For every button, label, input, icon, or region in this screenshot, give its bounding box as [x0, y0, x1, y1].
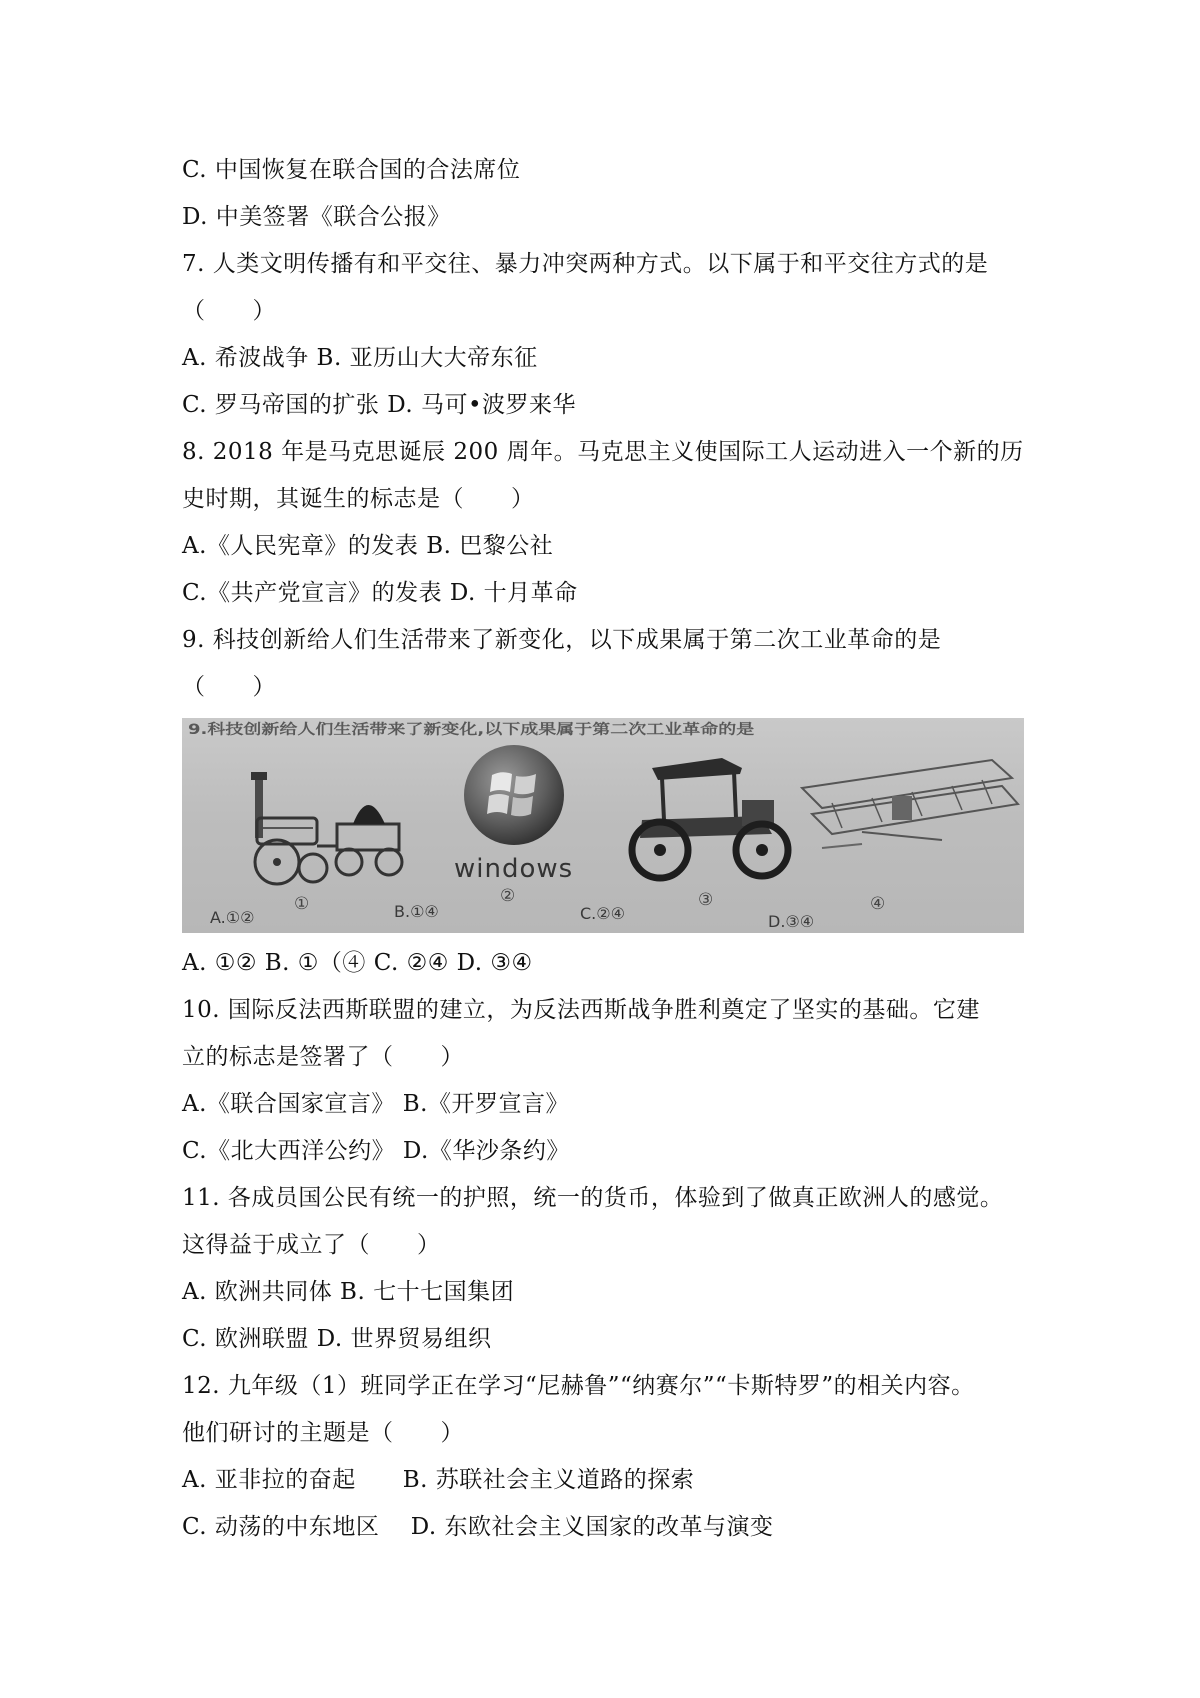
q6-option-d: D. 中美签署《联合公报》 — [182, 204, 451, 230]
q11-stem: 11. 各成员国公民有统一的护照，统一的货币，体验到了做真正欧洲人的感觉。 — [182, 1185, 1004, 1211]
q9-answer-blank: （ ） — [182, 674, 276, 700]
q12-stem: 12. 九年级（1）班同学正在学习“尼赫鲁”“纳赛尔”“卡斯特罗”的相关内容。 — [182, 1373, 975, 1399]
photo-option-b: B.①④ — [394, 902, 439, 921]
q7-options-cd: C. 罗马帝国的扩张 D. 马可•波罗来华 — [182, 392, 577, 418]
photo-option-a: A.①② — [210, 908, 255, 927]
q11-options-ab: A. 欧洲共同体 B. 七十七国集团 — [182, 1279, 515, 1305]
q12-options-cd: C. 动荡的中东地区 D. 东欧社会主义国家的改革与演变 — [182, 1514, 774, 1540]
photo-option-c: C.②④ — [580, 904, 625, 923]
q11-stem-cont: 这得益于成立了（ ） — [182, 1232, 441, 1258]
q8-options-cd: C.《共产党宣言》的发表 D. 十月革命 — [182, 580, 578, 606]
q9-photo — [182, 718, 1024, 933]
q8-stem: 8. 2018 年是马克思诞辰 200 周年。马克思主义使国际工人运动进入一个新的历 — [182, 439, 1024, 465]
q7-answer-blank: （ ） — [182, 298, 276, 324]
q10-stem: 10. 国际反法西斯联盟的建立，为反法西斯战争胜利奠定了坚实的基础。它建 — [182, 997, 980, 1023]
automobile-icon — [612, 738, 802, 888]
q12-stem-cont: 他们研讨的主题是（ ） — [182, 1420, 464, 1446]
q8-options-ab: A.《人民宪章》的发表 B. 巴黎公社 — [182, 533, 554, 559]
photo-number-2: ② — [500, 886, 516, 906]
q10-stem-cont: 立的标志是签署了（ ） — [182, 1044, 464, 1070]
photo-number-1: ① — [294, 894, 310, 914]
q10-options-ab: A.《联合国家宣言》 B.《开罗宣言》 — [182, 1091, 569, 1117]
photo-header: 9.科技创新给人们生活带来了新变化,以下成果属于第二次工业革命的是 — [188, 721, 755, 738]
windows-logo-icon — [454, 740, 574, 850]
photo-number-4: ④ — [870, 894, 886, 914]
q9-stem: 9. 科技创新给人们生活带来了新变化，以下成果属于第二次工业革命的是 — [182, 627, 942, 653]
q7-stem: 7. 人类文明传播有和平交往、暴力冲突两种方式。以下属于和平交往方式的是 — [182, 251, 989, 277]
photo-option-d: D.③④ — [768, 912, 815, 931]
q9-options: A. ①② B. ①（④ C. ②④ D. ③④ — [182, 950, 533, 976]
windows-label: windows — [454, 854, 574, 884]
photo-number-3: ③ — [698, 890, 714, 910]
q7-options-ab: A. 希波战争 B. 亚历山大大帝东征 — [182, 345, 538, 371]
airplane-icon — [792, 748, 1022, 868]
locomotive-icon — [237, 758, 427, 898]
q8-stem-cont: 史时期，其诞生的标志是（ ） — [182, 486, 535, 512]
q10-options-cd: C.《北大西洋公约》 D.《华沙条约》 — [182, 1138, 570, 1164]
q11-options-cd: C. 欧洲联盟 D. 世界贸易组织 — [182, 1326, 492, 1352]
q6-option-c: C. 中国恢复在联合国的合法席位 — [182, 157, 521, 183]
q12-options-ab: A. 亚非拉的奋起 B. 苏联社会主义道路的探索 — [182, 1467, 695, 1493]
